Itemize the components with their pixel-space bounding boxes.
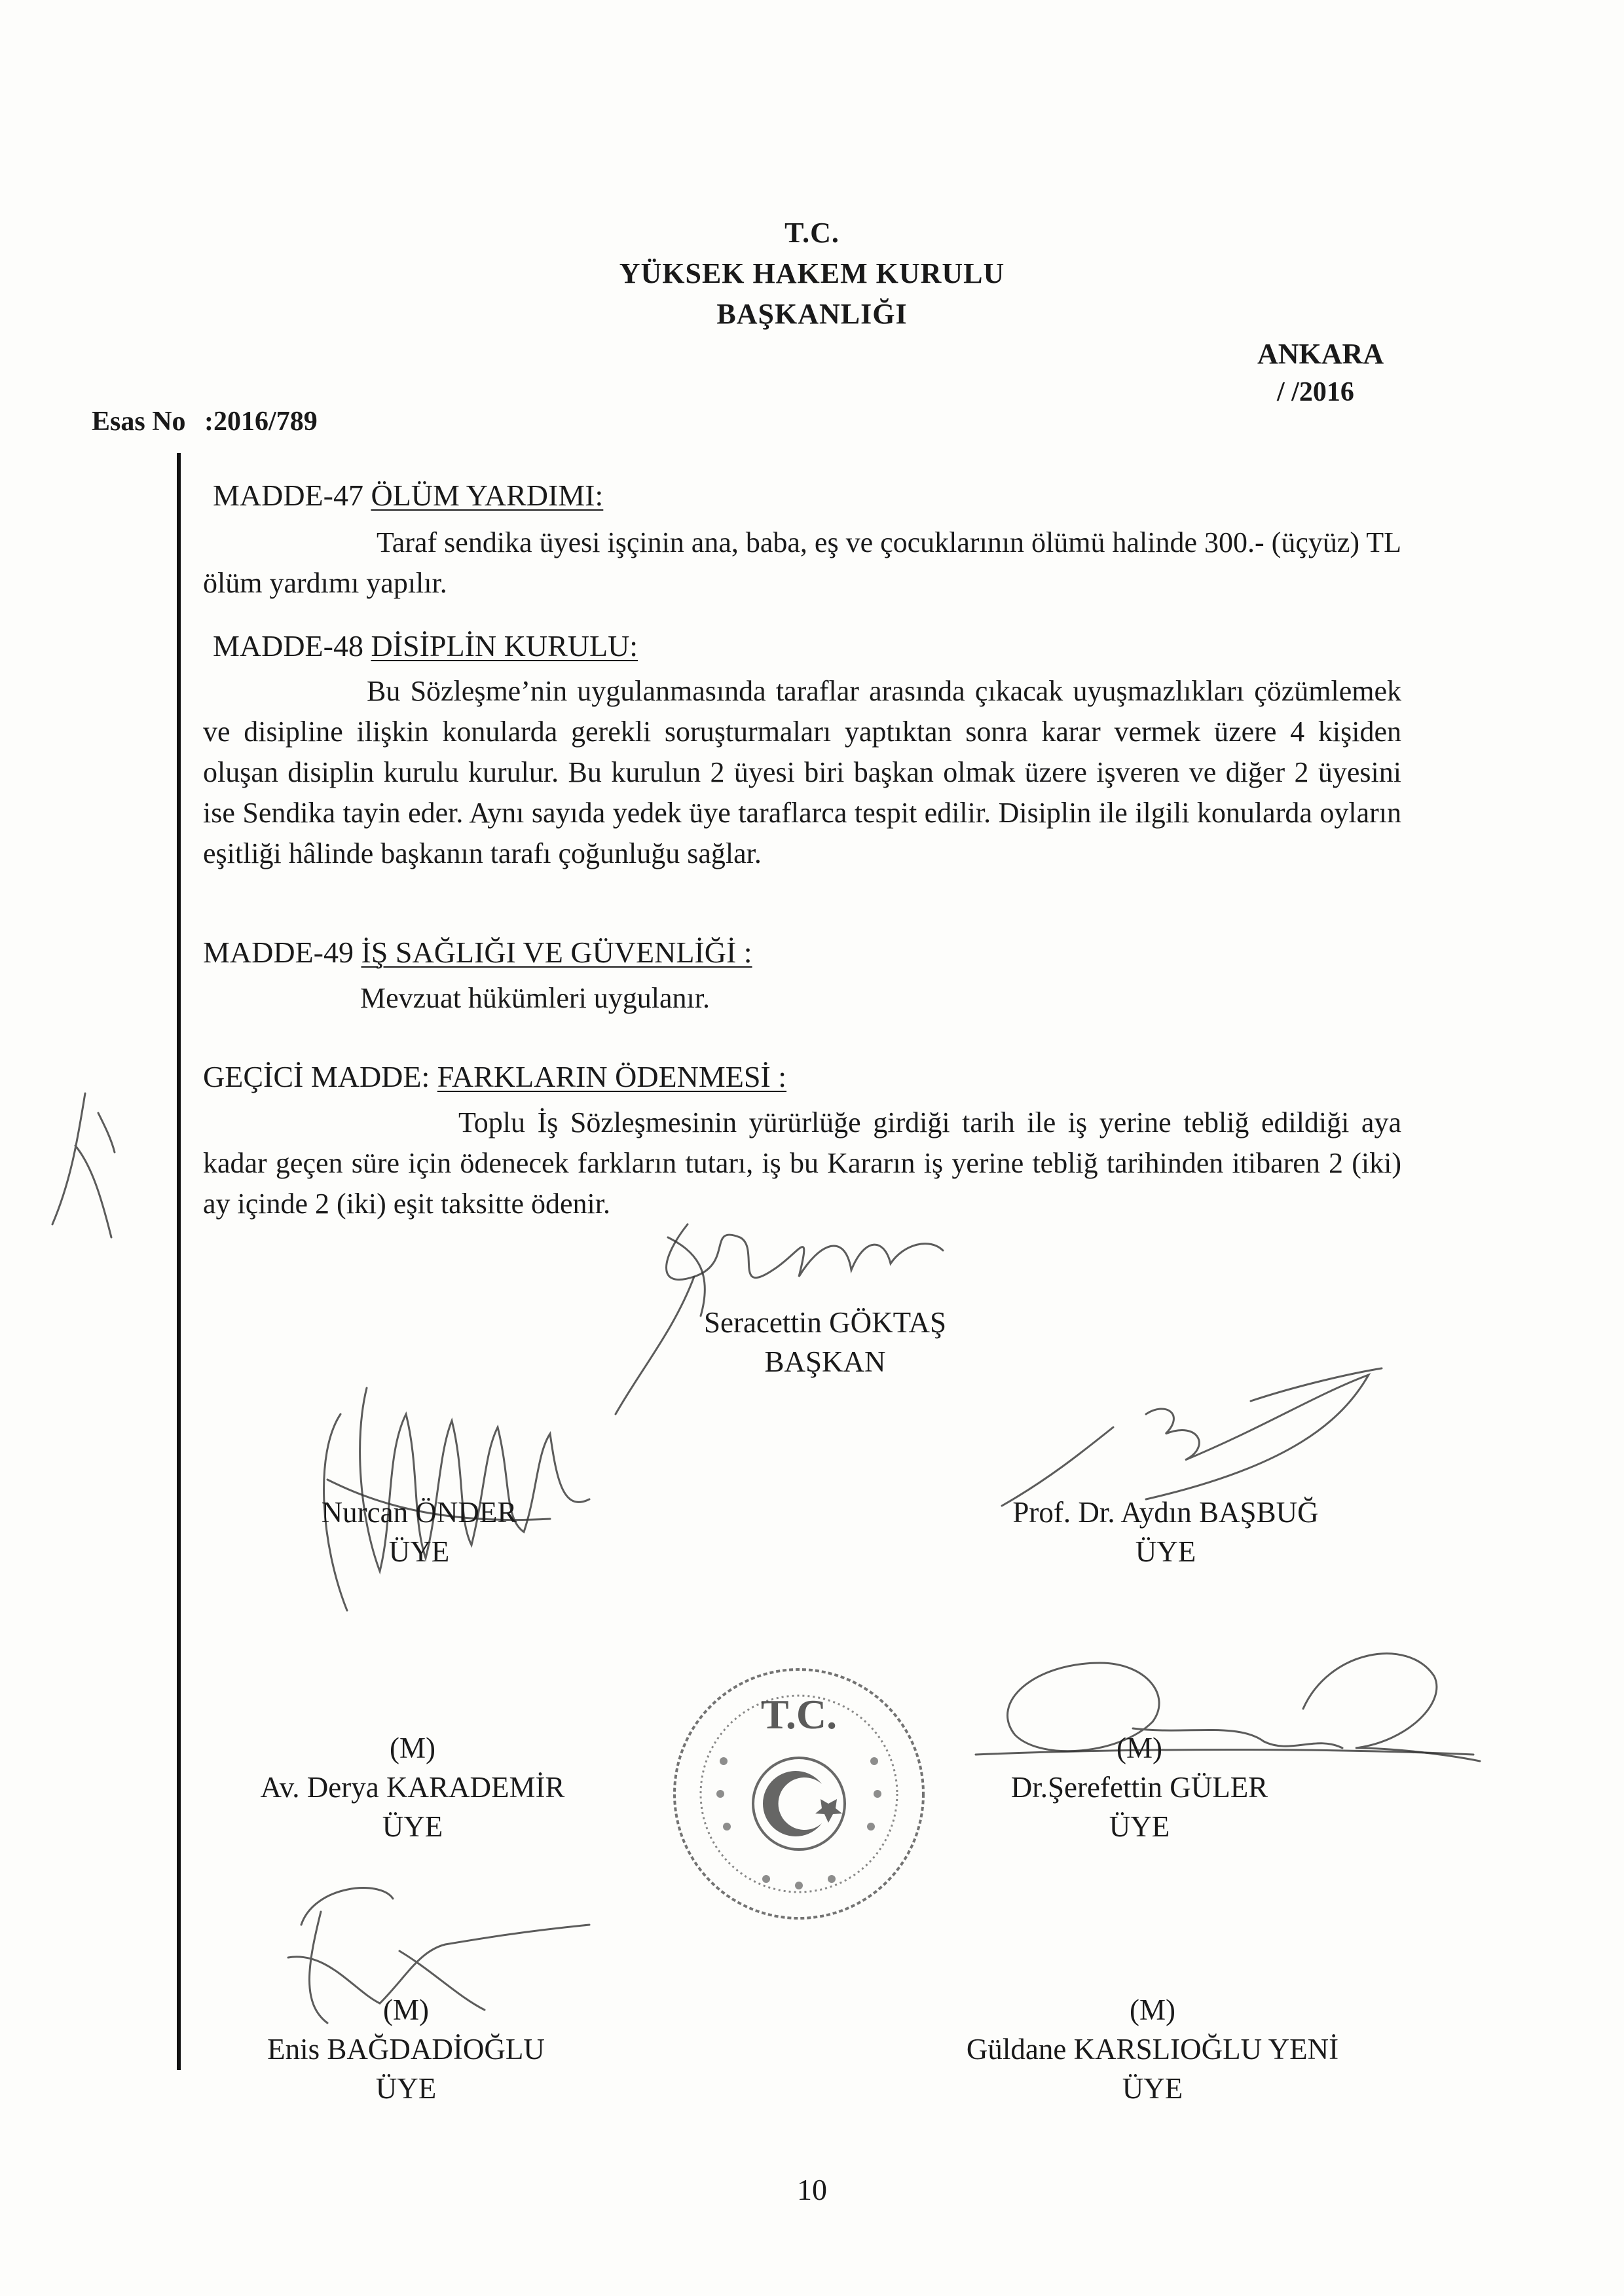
member6-role: ÜYE: [1122, 2072, 1183, 2105]
president-role: BAŞKAN: [764, 1345, 886, 1378]
header-tc: T.C.: [784, 217, 840, 249]
article-48-text: Bu Sözleşme’nin uygulanmasında taraflar arasında çıkacak uyuşmazlıkları çözümlemek ve disipline ilişkin konularda gerekli soruşturmaları yaptıktan sonra karar vermek üzere 4 kişiden oluşan disiplin kurulu kurulur. Bu kurulun 2 üyesi biri başkan olmak üzere işveren ve diğer 2 üyesini ise Sendika tayin eder. Aynı sayıda yedek üye taraflarca tespit edilir. Disiplin ile ilgili konularda oyların eşitliği hâlinde başkanın tarafı çoğunluğu sağlar.: [203, 675, 1401, 869]
member1-name: Nurcan ÖNDER: [321, 1496, 517, 1529]
member4-block: [943, 1728, 1336, 1846]
place-city: ANKARA: [1257, 338, 1384, 370]
member3-role: ÜYE: [382, 1810, 443, 1843]
member2-block: [969, 1493, 1362, 1571]
seal-text: T.C.: [760, 1691, 838, 1738]
case-label: Esas No: [92, 407, 186, 437]
article-49-text: Mevzuat hükümleri uygulanır.: [360, 982, 710, 1014]
member2-role: ÜYE: [1135, 1535, 1196, 1568]
member6-name: Güldane KARSLIOĞLU YENİ: [966, 2033, 1339, 2066]
article-49-heading: [203, 935, 752, 970]
president-name: Seracettin GÖKTAŞ: [703, 1306, 947, 1339]
margin-initials-signature: [39, 1087, 144, 1244]
article-48-title: DİSİPLİN KURULU:: [371, 629, 638, 663]
member3-name: Av. Derya KARADEMİR: [260, 1771, 565, 1804]
article-48-number: MADDE-48: [213, 629, 363, 663]
provisional-article-number: GEÇİCİ MADDE:: [203, 1060, 430, 1093]
article-47-text: Taraf sendika üyesi işçinin ana, baba, eş ve çocuklarının ölümü halinde 300.- (üçyüz) TL ölüm yardımı yapılır.: [203, 526, 1401, 599]
member3-mark: (M): [390, 1732, 435, 1764]
header-institution: YÜKSEK HAKEM KURULU: [619, 257, 1005, 289]
article-47-number: MADDE-47: [213, 479, 363, 512]
member6-text-block: [930, 1990, 1375, 2108]
article-48-heading: [213, 629, 638, 663]
article-49-title: İŞ SAĞLIĞI VE GÜVENLİĞİ :: [361, 936, 752, 969]
provisional-article-text: Toplu İş Sözleşmesinin yürürlüğe girdiği tarih ile iş yerine tebliğ edildiği aya kadar geçen süre için ödenecek farkların tutarı, iş bu Kararın iş yerine tebliğ tarihinden itibaren 2 (iki) ay içinde 2 (iki) eşit taksitte ödenir.: [203, 1106, 1401, 1220]
member4-role: ÜYE: [1109, 1810, 1170, 1843]
provisional-article-title: FARKLARIN ÖDENMESİ :: [437, 1060, 787, 1093]
member2-name: Prof. Dr. Aydın BAŞBUĞ: [1012, 1496, 1319, 1529]
member4-name: Dr.Şerefettin GÜLER: [1010, 1771, 1268, 1804]
place-date: / /2016: [1277, 377, 1354, 407]
article-47-title: ÖLÜM YARDIMI:: [371, 479, 604, 512]
member1-block: [275, 1493, 563, 1571]
member6-mark: (M): [1130, 1994, 1175, 2026]
president-block: [688, 1303, 963, 1381]
case-number-block: [92, 406, 318, 437]
member4-mark: (M): [1116, 1732, 1162, 1764]
article-49-number: MADDE-49: [203, 936, 354, 969]
page-number: 10: [797, 2173, 827, 2206]
case-number: :2016/789: [204, 407, 318, 437]
provisional-article-heading: [203, 1059, 786, 1094]
member1-role: ÜYE: [388, 1535, 450, 1568]
member5-role: ÜYE: [375, 2072, 437, 2105]
member1-signature: [288, 1349, 629, 1624]
member5-mark: (M): [383, 1994, 429, 2026]
member3-block: [216, 1728, 609, 1846]
member5-block: [229, 1990, 583, 2108]
member5-name: Enis BAĞDADİOĞLU: [267, 2033, 545, 2066]
article-47-heading: [213, 478, 603, 513]
official-seal-stamp: [661, 1656, 936, 1931]
binder-line: [177, 453, 181, 2070]
header-presidency: BAŞKANLIĞI: [716, 298, 908, 330]
